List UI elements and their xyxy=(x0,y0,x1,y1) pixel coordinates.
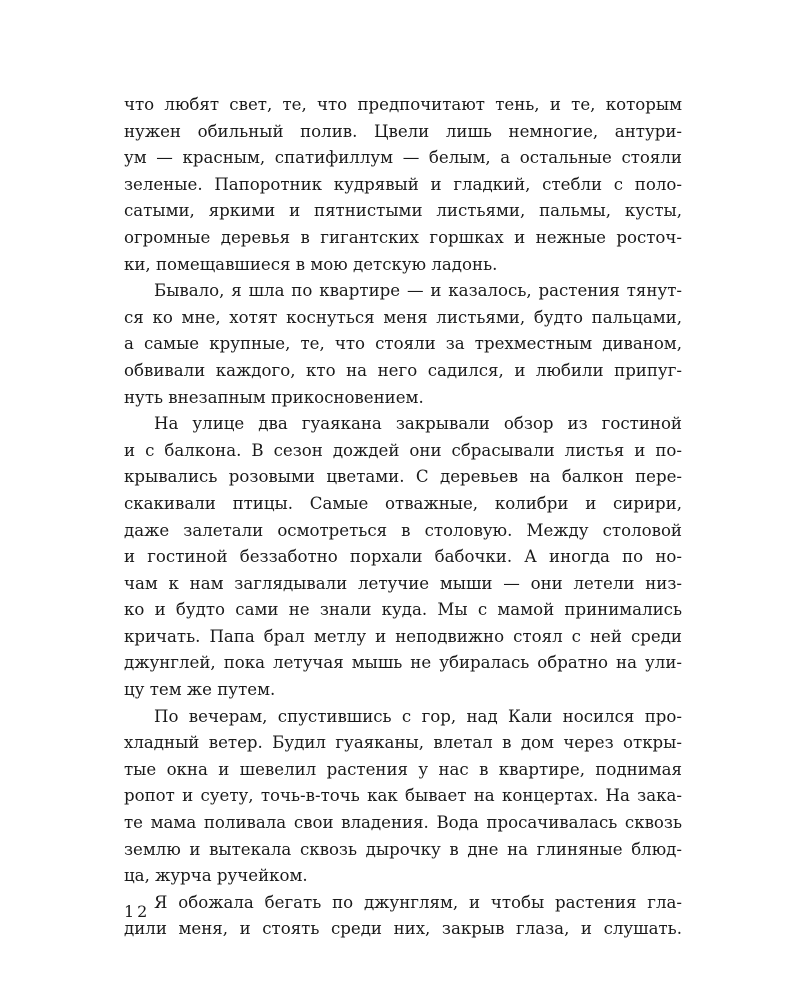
text-line: джунглей, пока летучая мышь не убиралась обратно на ули- xyxy=(124,653,682,673)
text-line: кричать. Папа брал метлу и неподвижно стоял с ней среди xyxy=(124,626,682,646)
text-line: ропот и суету, точь-в-точь как бывает на концертах. На зака- xyxy=(124,786,682,806)
text-line: ум — красным, спатифиллум — белым, а остальные стояли xyxy=(124,148,682,168)
text-line: а самые крупные, те, что стояли за трехместным диваном, xyxy=(124,334,682,354)
paragraph-start-line: По вечерам, спустившись с гор, над Кали носился про- xyxy=(154,706,682,726)
text-line: обвивали каждого, кто на него садился, и любили припуг- xyxy=(124,360,682,380)
paragraph-start-line: На улице два гуаякана закрывали обзор из гостиной xyxy=(154,414,682,434)
text-line: скакивали птицы. Самые отважные, колибри и сирири, xyxy=(124,493,682,513)
text-line: крывались розовыми цветами. С деревьев на балкон пере- xyxy=(124,467,682,487)
text-line: ко и будто сами не знали куда. Мы с мамой принимались xyxy=(124,600,682,620)
text-line: нужен обильный полив. Цвели лишь немногие, антури- xyxy=(124,121,682,141)
text-line: ца, журча ручейком. xyxy=(124,866,308,886)
text-line: землю и вытекала сквозь дырочку в дне на глиняные блюд- xyxy=(124,839,682,859)
text-line: тые окна и шевелил растения у нас в квартире, поднимая xyxy=(124,759,682,779)
text-line: те мама поливала свои владения. Вода просачивалась сквозь xyxy=(124,813,682,833)
paragraph-start-line: Бывало, я шла по квартире — и казалось, растения тянут- xyxy=(154,281,682,301)
text-line: даже залетали осмотреться в столовую. Между столовой xyxy=(124,520,682,540)
text-line: зеленые. Папоротник кудрявый и гладкий, стебли с поло- xyxy=(124,174,682,194)
body-text xyxy=(124,92,682,943)
text-line: хладный ветер. Будил гуаяканы, влетал в дом через откры- xyxy=(124,733,682,753)
text-line: огромные деревья в гигантских горшках и нежные росточ- xyxy=(124,227,682,247)
text-line: сатыми, яркими и пятнистыми листьями, пальмы, кусты, xyxy=(124,201,682,221)
text-line: ся ко мне, хотят коснуться меня листьями, будто пальцами, xyxy=(124,307,682,327)
text-line: и гостиной беззаботно порхали бабочки. А иногда по но- xyxy=(124,547,682,567)
text-line: ки, помещавшиеся в мою детскую ладонь. xyxy=(124,254,498,274)
text-line: нуть внезапным прикосновением. xyxy=(124,387,424,407)
text-line: что любят свет, те, что предпочитают тень, и те, которым xyxy=(124,95,682,114)
paragraph-start-line: Я обожала бегать по джунглям, и чтобы растения гла- xyxy=(154,892,682,912)
text-line: и с балкона. В сезон дождей они сбрасывали листья и по- xyxy=(124,440,682,460)
text-line: цу тем же путем. xyxy=(124,680,276,700)
text-line: дили меня, и стоять среди них, закрыв глаза, и слушать. xyxy=(124,919,682,939)
text-line: чам к нам заглядывали летучие мыши — они летели низ- xyxy=(124,573,682,593)
page-number: 12 xyxy=(124,902,151,921)
